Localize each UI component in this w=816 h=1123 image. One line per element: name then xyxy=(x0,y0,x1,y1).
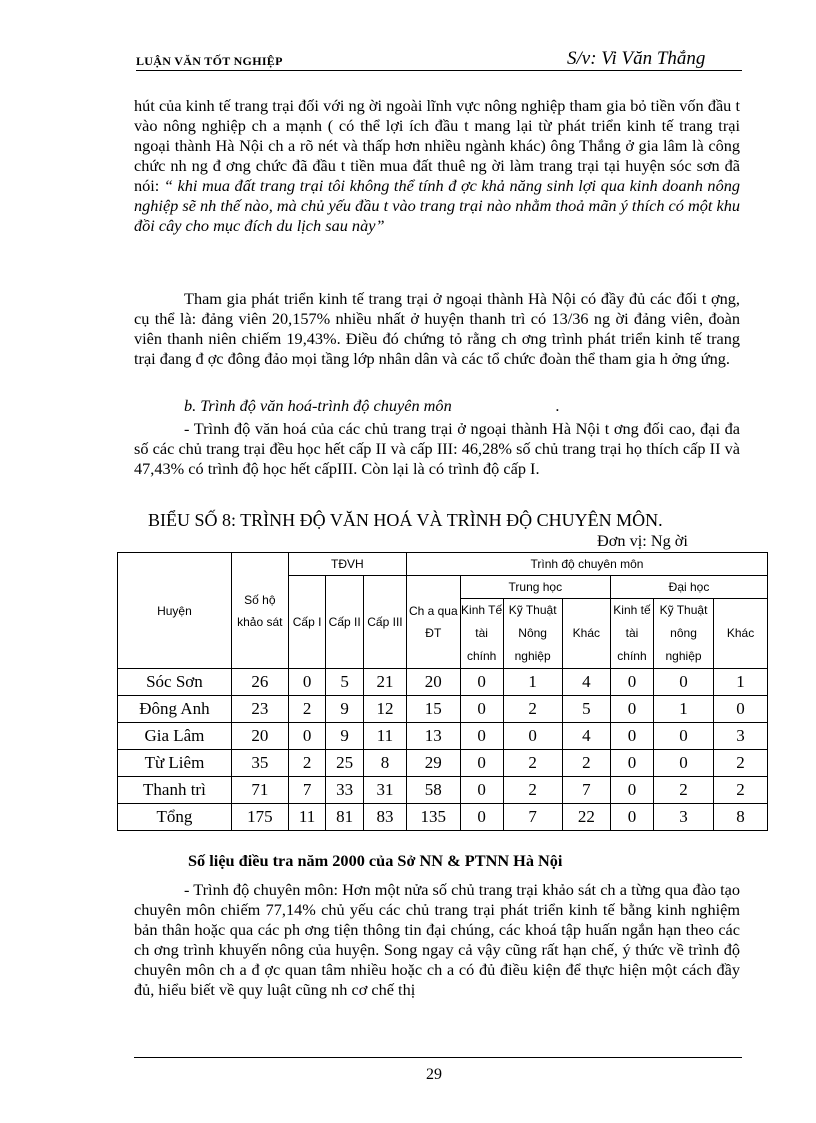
paragraph-3-text: - Trình độ văn hoá của các chủ trang trại ở ngoại thành Hà Nội t ơng đối cao, đại đa số các chủ trang trại đều học hết cấp II và cấp III: 46,28% số chủ trang trại họ thích cấp II và 47,43% có trình độ học hết cấpIII. Còn lại là có trình độ cấp I. xyxy=(134,419,740,478)
header-th-ky-thuat: Kỹ Thuật Nông nghiệp xyxy=(503,599,562,669)
table-title: BIỂU SỐ 8: TRÌNH ĐỘ VĂN HOÁ VÀ TRÌNH ĐỘ CHUYÊN MÔN. xyxy=(148,510,663,530)
header-title: LUẬN VĂN TỐT NGHIỆP xyxy=(136,54,283,68)
paragraph-1-text: hút của kinh tế trang trại đối với ng ời ngoài lĩnh vực nông nghiệp tham gia bỏ tiền vốn đầu t vào nông nghiệp ch a mạnh ( có thể lợi ích đầu t mang lại từ phát triển kinh tế trang trại ngoại thành Hà Nội ch a rõ nét và thấp hơn nhiều ngành khác) ông Thắng ở gia lâm là công chức nh ng đ ơng chức đã đầu t tiền mua đất thuê ng ời làm trang trại tại huyện sóc sơn đã nói: xyxy=(134,96,740,195)
table-header-row-1 xyxy=(118,553,768,576)
header-trung-hoc: Trung học xyxy=(460,576,610,599)
header-rule xyxy=(136,70,742,71)
header-cap-3: Cấp III xyxy=(363,576,406,669)
subheading: b. Trình độ văn hoá-trình độ chuyên môn . xyxy=(184,396,560,415)
table-unit: Đơn vị: Ng ời xyxy=(597,531,688,550)
paragraph-4-text: - Trình độ chuyên môn: Hơn một nửa số chủ trang trại khảo sát ch a từng qua đào tạo chuyên môn chiếm 77,14% chủ yếu các chủ trang trại phát triển kinh tế bằng kinh nghiệm bản thân hoặc qua các ph ơng tiện thông tin đại chúng, các khoá tập huấn ngắn hạn theo các ch ơng trình khuyến nông của huyện. Song ngay cả vậy cũng rất hạn chế, ý thức về trình độ chuyên môn ch a đ ợc quan tâm nhiều hoặc ch a có đủ điều kiện để thực hiện một cách đầy đủ, hiểu biết về quy luật cũng nh cơ chế thị xyxy=(134,880,740,999)
data-table xyxy=(117,552,768,831)
paragraph-2 xyxy=(134,289,740,369)
header-th-kinh-te: Kinh Tế tài chính xyxy=(460,599,503,669)
header-cap-1: Cấp I xyxy=(288,576,326,669)
header-dh-khac: Khác xyxy=(714,599,768,669)
quote-text: “ khi mua đất trang trại tôi không thể tính đ ợc khả năng sinh lợi qua kinh doanh nông nghiệp sẽ nh thế nào, mà chủ yếu đầu t vào trang trại nào nhằm thoả mãn ý thích có một khu đồi cây cho mục đích du lịch sau này” xyxy=(134,176,740,235)
header-cap-2: Cấp II xyxy=(326,576,364,669)
table-row: Gia Lâm 20 0 9 11 13 0 0 4 0 0 3 xyxy=(118,723,768,750)
header-tdvh: TĐVH xyxy=(288,553,406,576)
header-dh-ky-thuat: Kỹ Thuật nông nghiệp xyxy=(653,599,713,669)
paragraph-3 xyxy=(134,419,740,479)
table-row: Từ Liêm 35 2 25 8 29 0 2 2 0 0 2 xyxy=(118,750,768,777)
paragraph-2-text: Tham gia phát triển kinh tế trang trại ở ngoại thành Hà Nội có đầy đủ các đối t ợng, cụ thể là: đảng viên 20,157% nhiều nhất ở huyện thanh trì có 13/36 ng ời đảng viên, đoàn viên thanh niên chiếm 19,43%. Điều đó chứng tỏ rằng ch ơng trình phát triển kinh tế trang trại đang đ ợc đông đảo mọi tầng lớp nhân dân và các tổ chức đoàn thể tham gia h ởng ứng. xyxy=(134,289,740,368)
table-row: Sóc Sơn 26 0 5 21 20 0 1 4 0 0 1 xyxy=(118,669,768,696)
header-chua-qua-dt: Ch a qua ĐT xyxy=(406,576,460,669)
table-row: Đông Anh 23 2 9 12 15 0 2 5 0 1 0 xyxy=(118,696,768,723)
table-total-row: Tổng 175 11 81 83 135 0 7 22 0 3 8 xyxy=(118,804,768,831)
header-trinh-do-chuyen-mon: Trình độ chuyên môn xyxy=(406,553,767,576)
header-author: S/v: Vi Văn Thắng xyxy=(567,48,706,69)
paragraph-1 xyxy=(134,96,740,236)
page-number: 29 xyxy=(426,1066,442,1083)
header-dai-hoc: Đại học xyxy=(611,576,768,599)
header-th-khac: Khác xyxy=(562,599,610,669)
table-source: Số liệu điều tra năm 2000 của Sở NN & PTNN Hà Nội xyxy=(188,851,563,870)
paragraph-4 xyxy=(134,880,740,1000)
header-huyen: Huyện xyxy=(118,553,232,669)
footer-rule xyxy=(134,1057,742,1058)
table-row: Thanh trì 71 7 33 31 58 0 2 7 0 2 2 xyxy=(118,777,768,804)
header-so-ho: Số hộ khảo sát xyxy=(231,553,288,669)
header-dh-kinh-te: Kinh tế tài chính xyxy=(611,599,654,669)
